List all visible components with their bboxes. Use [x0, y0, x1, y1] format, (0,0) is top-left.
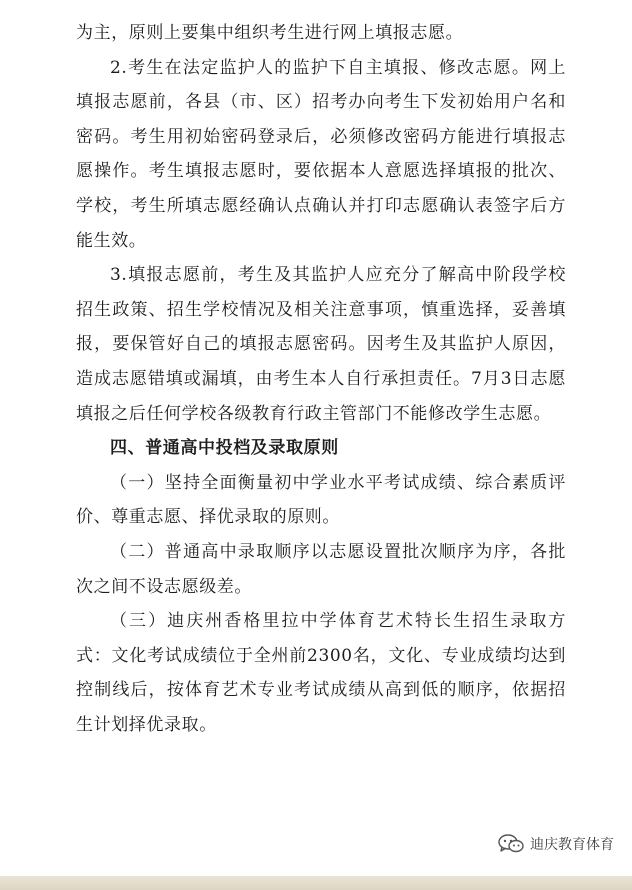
wechat-icon	[498, 834, 524, 854]
section-paragraph-1: （一）坚持全面衡量初中学业水平考试成绩、综合素质评价、尊重志愿、择优录取的原则。	[76, 472, 566, 528]
paragraph-item-2: 2.考生在法定监护人的监护下自主填报、修改志愿。网上填报志愿前，各县（市、区）招考办向考生下发初始用户名和密码。考生用初始密码登录后，必须修改密码方能进行填报志愿操作。考生填报志愿时，要依据本人意愿选择填报的批次、学校，考生所填志愿经确认点确认并打印志愿确认表签字后方能生效。	[76, 57, 566, 251]
page-bottom-edge	[0, 876, 632, 890]
paragraph-item-3: 3.填报志愿前，考生及其监护人应充分了解高中阶段学校招生政策、招生学校情况及相关注意事项，慎重选择，妥善填报，要保管好自己的填报志愿密码。因考生及其监护人原因，造成志愿错填或漏填，由考生本人自行承担责任。7月3日志愿填报之后任何学校各级教育行政主管部门不能修改学生志愿。	[76, 265, 566, 424]
watermark-text: 迪庆教育体育	[530, 837, 614, 853]
account-watermark	[498, 834, 614, 854]
document-body	[76, 16, 566, 742]
section-heading: 四、普通高中投档及录取原则	[110, 438, 339, 459]
section-paragraph-3: （三）迪庆州香格里拉中学体育艺术特长生招生录取方式：文化考试成绩位于全州前2300名，文化、专业成绩均达到控制线后，按体育艺术专业考试成绩从高到低的顺序，依据招生计划择优录取。	[76, 611, 566, 735]
paragraph-continued: 为主，原则上要集中组织考生进行网上填报志愿。	[76, 23, 464, 43]
section-paragraph-2: （二）普通高中录取顺序以志愿设置批次顺序为序，各批次之间不设志愿级差。	[76, 541, 566, 597]
